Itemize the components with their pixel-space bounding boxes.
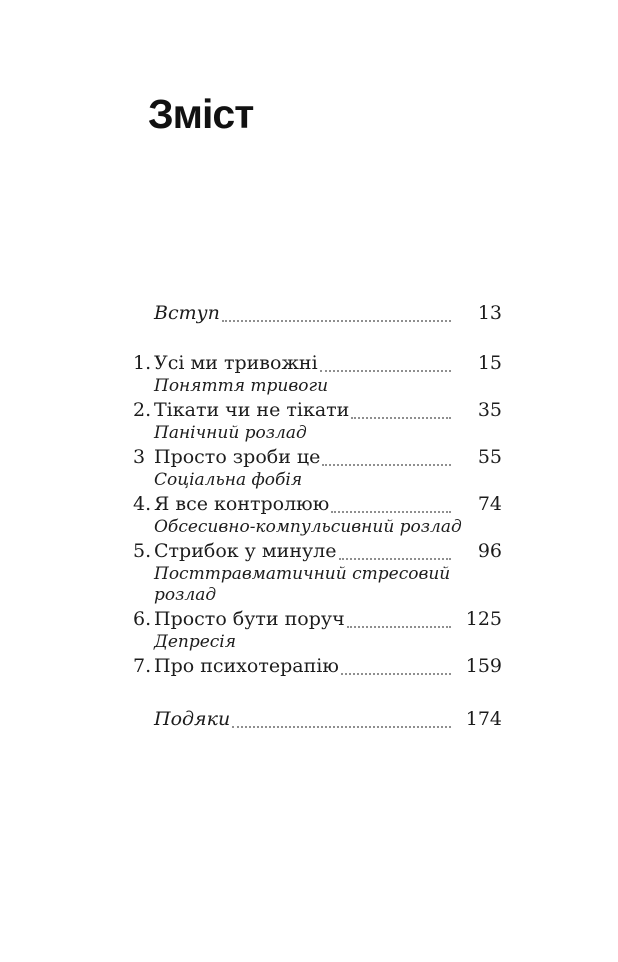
page-number: 55 (477, 446, 502, 468)
chapter-number: 3 (133, 446, 146, 468)
page-number: 35 (477, 399, 502, 421)
chapter-subtitle: Соціальна фобія (154, 470, 303, 490)
page-number: 159 (465, 655, 502, 677)
page-number: 15 (477, 352, 502, 374)
chapter-title: Тікати чи не тікати (154, 399, 350, 421)
page-number: 96 (477, 540, 502, 562)
toc-entry-line (133, 706, 502, 732)
chapter-title: Подяки (154, 708, 231, 730)
toc-entry-line (133, 350, 502, 376)
dot-leader (320, 370, 451, 372)
toc-entry (133, 350, 502, 397)
page-number: 125 (465, 608, 502, 630)
toc-entry-line (133, 397, 502, 423)
toc-entry (133, 300, 502, 326)
chapter-title: Я все контролюю (154, 493, 330, 515)
dot-leader (339, 558, 452, 560)
chapter-number: 4. (133, 493, 152, 515)
toc-entry (133, 491, 502, 538)
chapter-subtitle: Поняття тривоги (154, 376, 329, 396)
toc-entry (133, 706, 502, 732)
page-number: 174 (465, 708, 502, 730)
toc-entry (133, 538, 502, 606)
chapter-number: 7. (133, 655, 152, 677)
toc-entry-line (133, 606, 502, 632)
toc-entry-line (133, 538, 502, 564)
chapter-subtitle: Посттравматичний стресовий розлад (154, 564, 451, 605)
dot-leader (322, 464, 451, 466)
chapter-number: 2. (133, 399, 152, 421)
chapter-number: 6. (133, 608, 152, 630)
chapter-title: Просто бути поруч (154, 608, 345, 630)
page-number: 13 (477, 302, 502, 324)
toc-entry (133, 397, 502, 444)
chapter-title: Вступ (154, 302, 220, 324)
chapter-title: Про психотерапію (154, 655, 339, 677)
toc-entry-line (133, 653, 502, 679)
toc-entry-line (133, 300, 502, 326)
chapter-subtitle: Депресія (154, 632, 236, 652)
dot-leader (351, 417, 451, 419)
dot-leader (347, 626, 451, 628)
chapter-title: Просто зроби це (154, 446, 321, 468)
toc-entry-line (133, 444, 502, 470)
table-of-contents (133, 300, 502, 732)
chapter-number: 5. (133, 540, 152, 562)
toc-entry (133, 653, 502, 679)
toc-entry (133, 444, 502, 491)
dot-leader (222, 320, 451, 322)
page-title: Зміст (148, 91, 254, 137)
toc-entry (133, 606, 502, 653)
page-number: 74 (477, 493, 502, 515)
toc-entry-line (133, 491, 502, 517)
dot-leader (341, 673, 451, 675)
chapter-number: 1. (133, 352, 152, 374)
dot-leader (331, 511, 451, 513)
chapter-title: Усі ми тривожні (154, 352, 318, 374)
chapter-subtitle: Обсесивно-компульсивний розлад (154, 517, 462, 537)
chapter-title: Стрибок у минуле (154, 540, 337, 562)
chapter-subtitle: Панічний розлад (154, 423, 307, 443)
dot-leader (232, 726, 451, 728)
